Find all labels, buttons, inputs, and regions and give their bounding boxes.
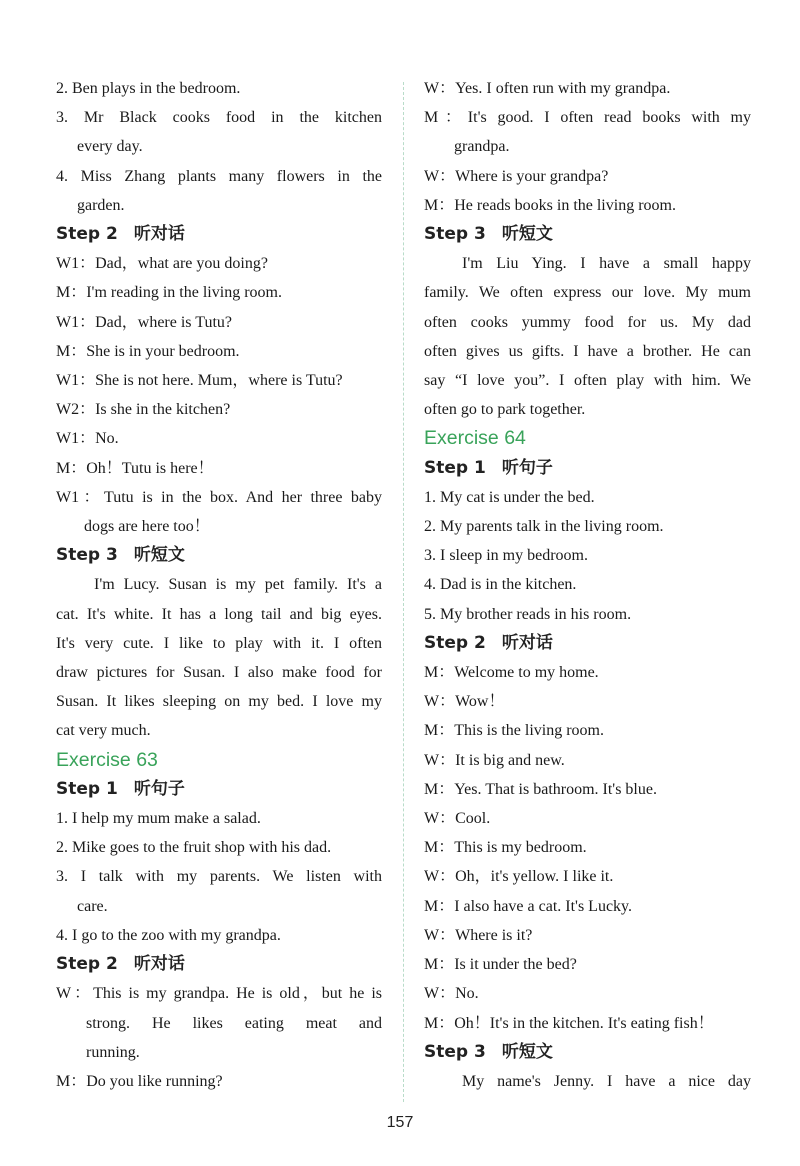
- passage-line: It's very cute. I like to play with it. I often: [56, 634, 382, 652]
- dialog-line: M：Do you like running?: [56, 1072, 223, 1090]
- passage-line: cat. It's white. It has a long tail and big eyes.: [56, 605, 382, 623]
- dialog-line: W：No.: [424, 985, 479, 1003]
- sentence-line: garden.: [77, 196, 125, 214]
- dialog-line: W：Where is it?: [424, 926, 533, 944]
- step-heading: Step 3 听短文: [56, 545, 185, 566]
- passage-line: I'm Liu Ying. I have a small happy: [462, 255, 751, 273]
- passage-line: draw pictures for Susan. I also make food for: [56, 664, 382, 682]
- sentence-line: 2. Ben plays in the bedroom.: [56, 80, 241, 97]
- dialog-line: W：Wow！: [424, 693, 505, 711]
- dialog-line: M：I also have a cat. It's Lucky.: [424, 897, 633, 915]
- passage-line: My name's Jenny. I have a nice day: [462, 1072, 751, 1090]
- dialog-line: running.: [86, 1043, 140, 1061]
- dialog-line: M：This is the living room.: [424, 722, 605, 740]
- dialog-line: W1：Dad，what are you doing?: [56, 255, 268, 273]
- column-divider: [403, 82, 404, 1102]
- sentence-line: 1. My cat is under the bed.: [424, 488, 595, 506]
- dialog-line: W：Oh，it's yellow. I like it.: [424, 868, 614, 886]
- dialog-line: W：Cool.: [424, 810, 491, 828]
- dialog-line: W：This is my grandpa. He is old，but he is: [56, 985, 382, 1003]
- dialog-line: M：She is in your bedroom.: [56, 342, 240, 360]
- dialog-line: M：Is it under the bed?: [424, 956, 577, 974]
- dialog-line: dogs are here too！: [84, 518, 210, 536]
- dialog-line: W：Yes. I often run with my grandpa.: [424, 80, 671, 97]
- passage-line: say “I love you”. I often play with him. We: [424, 372, 751, 390]
- passage-line: often go to park together.: [424, 401, 586, 419]
- dialog-line: M：I'm reading in the living room.: [56, 284, 282, 302]
- step-heading: Step 3 听短文: [424, 224, 553, 245]
- passage-line: I'm Lucy. Susan is my pet family. It's a: [94, 576, 382, 594]
- dialog-line: W1：No.: [56, 430, 119, 448]
- dialog-line: W1：Dad，where is Tutu?: [56, 313, 232, 331]
- passage-line: often cooks yummy food for us. My dad: [424, 313, 751, 331]
- sentence-line: 3. Mr Black cooks food in the kitchen: [56, 109, 382, 127]
- sentence-line: 4. Miss Zhang plants many flowers in the: [56, 167, 382, 185]
- sentence-line: 2. Mike goes to the fruit shop with his dad.: [56, 839, 332, 857]
- passage-line: often gives us gifts. I have a brother. He can: [424, 342, 751, 360]
- page-number: 157: [386, 1114, 414, 1131]
- sentence-line: 1. I help my mum make a salad.: [56, 810, 261, 828]
- left-column: [56, 74, 382, 1096]
- sentence-line: 3. I talk with my parents. We listen with: [56, 868, 382, 886]
- dialog-line: M：Oh！Tutu is here！: [56, 459, 214, 477]
- sentence-line: care.: [77, 897, 108, 915]
- step-heading: Step 2 听对话: [56, 954, 185, 975]
- dialog-line: M：It's good. I often read books with my: [424, 109, 751, 127]
- step-heading: Step 1 听句子: [56, 778, 185, 799]
- dialog-line: W1：Tutu is in the box. And her three baby: [56, 488, 382, 506]
- exercise-title: Exercise 64: [424, 427, 526, 450]
- dialog-line: grandpa.: [454, 138, 510, 156]
- dialog-line: M：Yes. That is bathroom. It's blue.: [424, 780, 657, 798]
- exercise-title: Exercise 63: [56, 748, 158, 771]
- dialog-line: M：Welcome to my home.: [424, 664, 599, 682]
- dialog-line: W2：Is she in the kitchen?: [56, 401, 231, 419]
- dialog-line: M：Oh！It's in the kitchen. It's eating fish！: [424, 1014, 714, 1032]
- dialog-line: M：This is my bedroom.: [424, 839, 587, 857]
- step-heading: Step 2 听对话: [56, 224, 185, 245]
- dialog-line: W：Where is your grandpa?: [424, 167, 609, 185]
- dialog-line: W：It is big and new.: [424, 751, 565, 769]
- step-heading: Step 3 听短文: [424, 1041, 553, 1062]
- passage-line: family. We often express our love. My mum: [424, 284, 751, 302]
- sentence-line: every day.: [77, 138, 143, 156]
- dialog-line: strong. He likes eating meat and: [86, 1014, 382, 1032]
- passage-line: cat very much.: [56, 722, 151, 740]
- sentence-line: 3. I sleep in my bedroom.: [424, 547, 588, 565]
- step-heading: Step 1 听句子: [424, 457, 553, 478]
- step-heading: Step 2 听对话: [424, 632, 553, 653]
- dialog-line: W1：She is not here. Mum，where is Tutu?: [56, 372, 343, 390]
- sentence-line: 4. Dad is in the kitchen.: [424, 576, 577, 594]
- sentence-line: 2. My parents talk in the living room.: [424, 518, 664, 536]
- sentence-line: 5. My brother reads in his room.: [424, 605, 632, 623]
- sentence-line: 4. I go to the zoo with my grandpa.: [56, 926, 281, 944]
- passage-line: Susan. It likes sleeping on my bed. I love my: [56, 693, 382, 711]
- right-column: [424, 74, 751, 1096]
- dialog-line: M：He reads books in the living room.: [424, 196, 676, 214]
